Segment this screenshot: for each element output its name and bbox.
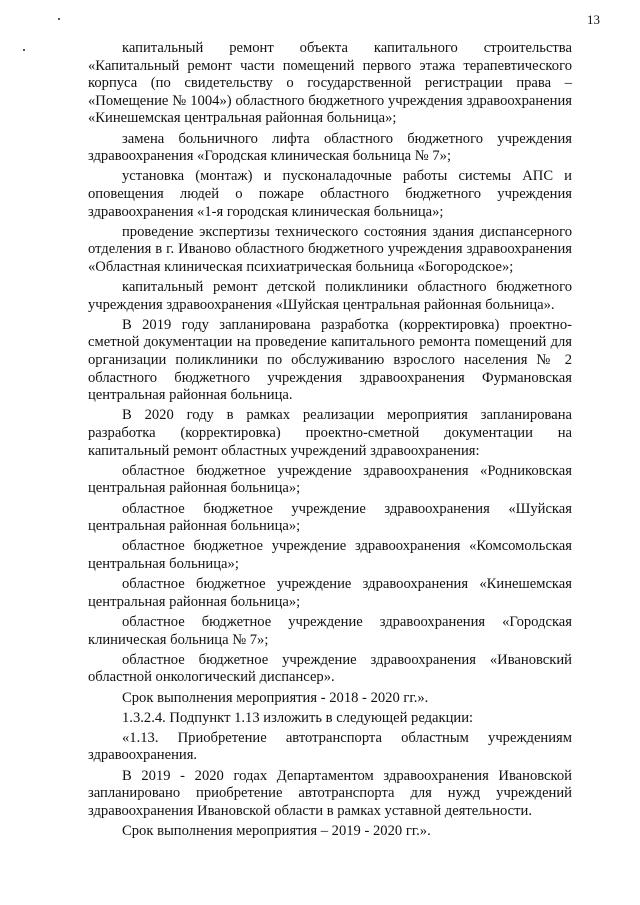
paragraph: областное бюджетное учреждение здравоохранения «Родниковская центральная районная больница»; [88,462,572,497]
paragraph: В 2020 году в рамках реализации мероприятия запланирована разработка (корректировка) проектно-сметной документации на капитальный ремонт областных учреждений здравоохранения: [88,407,572,459]
paragraph: «1.13. Приобретение автотранспорта областным учреждениям здравоохранения. [88,729,572,764]
paragraph: областное бюджетное учреждение здравоохранения «Шуйская центральная районная больница»; [88,500,572,535]
paragraph: областное бюджетное учреждение здравоохранения «Городская клиническая больница № 7»; [88,613,572,648]
paragraph: Срок выполнения мероприятия – 2019 - 2020 гг.». [122,823,431,840]
paragraph: областное бюджетное учреждение здравоохранения «Кинешемская центральная районная больница»; [88,576,572,610]
scan-mark-dot [58,18,60,20]
paragraph: Срок выполнения мероприятия - 2018 - 2020 гг.». [122,689,429,706]
paragraph: В 2019 - 2020 годах Департаментом здравоохранения Ивановской запланировано приобретение автотранспорта для нужд учреждений здравоохранения Ивановской области в рамках уставной деятельности. [88,767,572,819]
paragraph: проведение экспертизы технического состояния здания диспансерного отделения в г. Иваново областного бюджетного учреждения здравоохранения «Областная клиническая психиатрическая больница «Богородское»; [88,223,572,275]
document-body [88,40,572,841]
paragraph: замена больничного лифта областного бюджетного учреждения здравоохранения «Городская клиническая больница № 7»; [88,130,572,165]
paragraph: установка (монтаж) и пусконаладочные работы системы АПС и оповещения людей о пожаре областного бюджетного учреждения здравоохранения «1-я городская клиническая больница»; [88,168,572,220]
paragraph: 1.3.2.4. Подпункт 1.13 изложить в следующей редакции: [122,709,474,726]
paragraph: областное бюджетное учреждение здравоохранения «Ивановский областной онкологический диспансер». [88,651,572,686]
scan-mark-dot [23,49,25,51]
page-number: 13 [587,12,600,27]
paragraph: В 2019 году запланирована разработка (корректировка) проектно-сметной документации на проведение капитального ремонта помещений для организации поликлиники по обслуживанию взрослого населения № 2 областного бюджетного учреждения здравоохранения Фурмановская центральная районная больница. [88,316,572,404]
paragraph: капитальный ремонт объекта капитального строительства «Капитальный ремонт части помещений первого этажа терапевтического корпуса (по свидетельству о государственной регистрации права – «Помещение № 1004») областного бюджетного учреждения здравоохранения «Кинешемская центральная районная больница»; [88,40,572,127]
paragraph: областное бюджетное учреждение здравоохранения «Комсомольская центральная больница»; [88,538,572,572]
paragraph: капитальный ремонт детской поликлиники областного бюджетного учреждения здравоохранения «Шуйская центральная районная больница». [88,279,572,313]
